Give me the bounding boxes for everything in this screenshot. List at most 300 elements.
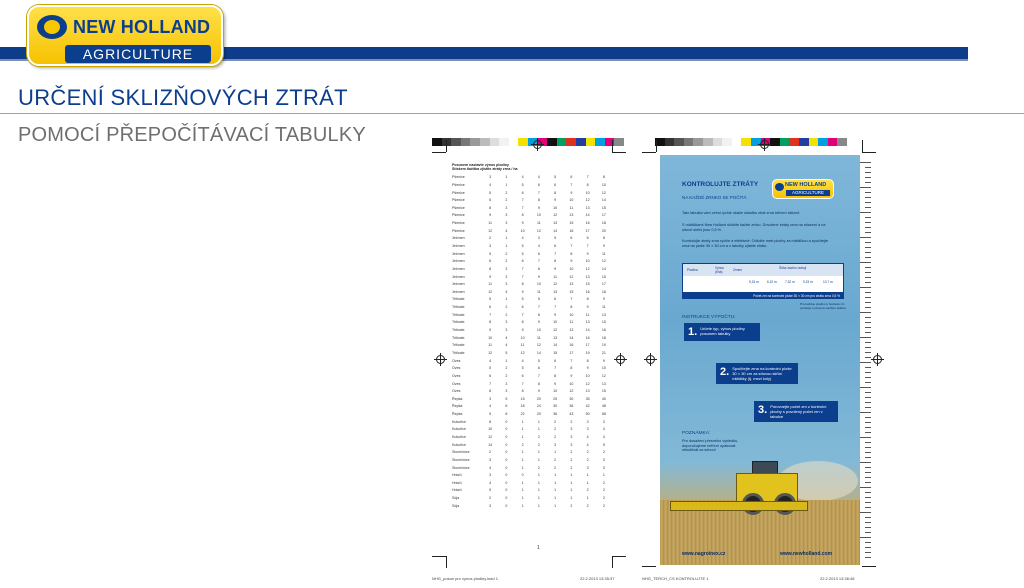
value-cell: 1 [521,496,524,501]
value-cell: 4 [586,435,589,439]
value-cell: 6 [521,305,524,310]
crop-mark [446,556,447,568]
ruler-tick [865,542,871,543]
value-cell: 7 [570,182,573,187]
value-cell: 10 [569,198,574,203]
ruler-tick [865,202,871,203]
crop-name-cell: Ječmen [452,266,465,271]
value-cell: 3 [602,465,605,470]
value-cell: 10 [520,335,525,340]
ruler-tick [865,377,871,378]
value-cell: 3 [505,381,508,386]
value-cell: 18 [601,289,606,294]
ruler-tick [865,172,871,173]
value-cell: 5 [521,182,524,187]
value-cell: 9 [586,366,589,371]
value-cell: 6 [586,236,589,241]
value-cell: 9 [537,320,540,325]
value-cell: 10 [553,320,558,325]
value-cell: 8 [489,266,492,271]
value-cell: 2 [521,442,524,447]
ruler-tick [865,522,871,523]
value-cell: 12 [553,328,558,333]
value-cell: 2 [586,457,589,462]
value-cell: 2 [505,198,508,203]
value-cell: 3 [602,457,605,462]
instruction-step-1 [684,323,760,341]
color-swatch [674,138,684,146]
value-cell: 16 [569,228,574,233]
color-swatch [809,138,819,146]
value-cell: 1 [570,488,573,493]
value-cell: 6 [537,251,540,256]
table-row [452,250,612,258]
value-cell: 1 [602,473,605,478]
value-cell: 12 [536,343,541,348]
value-cell: 10 [585,373,590,378]
value-cell: 5 [505,396,508,401]
value-cell: 19 [601,343,606,348]
value-cell: 14 [488,442,493,447]
ruler-tick [865,272,871,273]
th-width-1: 5,15 m [749,280,759,284]
value-cell: 1 [521,427,524,432]
color-swatch [713,138,723,146]
table-row [452,471,612,479]
crop-name-cell: Oves [452,381,461,386]
ruler-tick [865,402,871,403]
ruler-tick [865,472,871,473]
value-cell: 24 [536,404,541,409]
crop-mark [656,140,657,152]
value-cell: 2 [602,496,605,501]
ruler-tick [865,372,871,373]
value-cell: 9 [489,274,492,279]
color-swatch [665,138,675,146]
value-cell: 10 [601,366,606,371]
crop-mark [446,140,447,152]
crop-name-cell: Sója [452,496,460,501]
value-cell: 11 [537,335,541,340]
value-cell: 16 [601,328,606,333]
value-cell: 10 [536,328,541,333]
value-cell: 1 [570,496,573,501]
color-swatch [518,138,528,146]
value-cell: 8 [570,366,573,371]
value-cell: 43 [569,412,574,417]
ruler-tick [865,417,871,418]
value-cell: 36 [553,412,558,417]
ruler-tick [860,362,871,363]
right-slug-date: 22.2.2013 13:36:48 [820,576,855,581]
color-swatch [799,138,809,146]
color-swatch [828,138,838,146]
value-cell: 4 [489,480,492,485]
value-cell: 12 [569,389,574,394]
value-cell: 2 [554,457,557,462]
value-cell: 3 [489,473,492,478]
combine-header [670,501,808,511]
value-cell: 8 [489,205,492,210]
value-cell: 6 [521,190,524,195]
th-width-5: 10,7 m [823,280,833,284]
step-number: 2. [720,366,730,378]
ruler-tick [865,322,871,323]
value-cell: 3 [505,282,508,287]
value-cell: 20 [601,228,606,233]
table-row [452,227,612,235]
value-cell: 1 [521,503,524,508]
value-cell: 0 [521,473,524,478]
value-cell: 8 [489,419,492,424]
ruler-tick [865,302,871,303]
value-cell: 9 [570,190,573,195]
ruler-tick [860,462,871,463]
value-cell: 5 [537,297,540,302]
crop-name-cell: Ječmen [452,251,465,256]
value-cell: 3 [489,243,492,248]
ruler-tick [865,277,871,278]
crop-name-cell: Řepka [452,412,463,417]
crop-name-cell: Oves [452,366,461,371]
table-row [452,212,612,220]
value-cell: 2 [505,190,508,195]
crop-name-cell: Pšenice [452,221,465,226]
table-row [452,280,612,288]
value-cell: 8 [570,305,573,310]
value-cell: 10 [553,389,558,394]
value-cell: 1 [505,182,508,187]
left-color-bar [432,138,624,146]
ruler-tick [865,392,871,393]
value-cell: 8 [537,312,540,317]
left-slug-date: 22.2.2013 13:35:37 [580,576,615,581]
value-cell: 12 [585,381,590,386]
value-cell: 7 [537,373,540,378]
ruler-tick [865,442,871,443]
value-cell: 22 [520,412,525,417]
value-cell: 7 [554,366,557,371]
value-cell: 5 [554,175,557,180]
value-cell: 8 [586,358,589,363]
ruler-tick [865,292,871,293]
crop-mark [612,556,626,557]
registration-mark-icon [760,140,769,149]
table-heading-2: Stiskem tlačítka zjistíte ztráty zrna / ha [452,167,518,172]
value-cell: 8 [521,213,524,218]
crop-name-cell: Kukuřice [452,442,466,447]
value-cell: 6 [570,236,573,241]
step-number: 3. [758,404,768,416]
table-row [452,311,612,319]
ruler-tick [860,262,871,263]
value-cell: 18 [601,221,606,226]
value-cell: 12 [569,274,574,279]
ruler-tick [860,437,871,438]
crop-mark [862,140,863,152]
value-cell: 5 [554,236,557,241]
leaf-logo-icon [775,183,784,191]
value-cell: 0 [505,435,508,439]
color-swatch [490,138,500,146]
value-cell: 1 [537,503,540,508]
slide-subtitle: POMOCÍ PŘEPOČÍTÁVACÍ TABULKY [18,124,366,146]
value-cell: 1 [537,496,540,501]
value-cell: 2 [570,457,573,462]
crop-name-cell: Hrách [452,473,462,478]
value-cell: 3 [505,221,508,226]
value-cell: 11 [602,251,606,256]
value-cell: 8 [537,198,540,203]
value-cell: 8 [489,389,492,394]
value-cell: 9 [586,305,589,310]
ruler-tick [865,547,871,548]
value-cell: 14 [601,266,606,271]
value-cell: 1 [505,243,508,248]
table-row [452,326,612,334]
registration-mark-icon [533,140,542,149]
color-swatch [693,138,703,146]
table-row [452,342,612,350]
value-cell: 2 [570,465,573,470]
value-cell: 10 [520,228,525,233]
value-cell: 3 [586,465,589,470]
value-cell: 2 [554,465,557,470]
table-row [452,189,612,197]
value-cell: 0 [505,442,508,447]
crop-name-cell: Pšenice [452,190,465,195]
ruler-tick [865,427,871,428]
value-cell: 13 [585,320,590,325]
value-cell: 1 [586,496,589,501]
value-cell: 1 [521,435,524,439]
value-cell: 6 [554,297,557,302]
table-row [452,296,612,304]
th-crop: Plodina [687,268,698,272]
value-cell: 2 [602,488,605,493]
ruler-tick [865,347,871,348]
value-cell: 7 [521,198,524,203]
value-cell: 0 [505,419,508,424]
color-swatch [461,138,471,146]
ruler-tick [865,557,871,558]
leaflet-table-header [683,264,843,276]
value-cell: 8 [554,190,557,195]
crop-name-cell: Triticale [452,343,465,348]
crop-mark [642,566,656,567]
value-cell: 6 [554,182,557,187]
value-cell: 7 [537,305,540,310]
value-cell: 1 [554,473,557,478]
step-text: Určete typ, výnos plodiny posunem tabulky [700,326,745,336]
table-row [452,303,612,311]
value-cell: 9 [489,328,492,333]
measuring-ruler [860,162,871,558]
value-cell: 12 [601,373,606,378]
value-cell: 3 [489,457,492,462]
th-width-2: 6,10 m [767,280,777,284]
value-cell: 5 [489,251,492,256]
value-cell: 7 [570,243,573,248]
crop-name-cell: Pšenice [452,182,465,187]
value-cell: 13 [601,381,606,386]
value-cell: 11 [585,312,590,317]
value-cell: 8 [489,320,492,325]
value-cell: 7 [489,381,492,386]
ruler-tick [865,422,871,423]
ruler-tick [860,287,871,288]
value-cell: 17 [585,343,590,348]
value-cell: 10 [585,259,590,264]
slide-title: URČENÍ SKLIZŇOVÝCH ZTRÁT [18,85,348,110]
instruction-step-3 [754,401,838,422]
value-cell: 8 [586,297,589,302]
color-swatch [576,138,586,146]
crop-name-cell: Slunečnice [452,465,470,470]
value-cell: 8 [570,251,573,256]
value-cell: 4 [505,228,508,233]
remark-title: POZNÁMKA: [682,431,711,436]
color-swatch [595,138,605,146]
ruler-tick [865,502,871,503]
registration-mark-icon [646,355,655,364]
table-row [452,181,612,189]
ruler-tick [865,227,871,228]
value-cell: 0 [505,450,508,455]
value-cell: 21 [601,350,606,355]
logo-division: AGRICULTURE [65,45,211,63]
value-cell: 11 [553,274,557,279]
crop-name-cell: Triticale [452,350,465,355]
value-cell: 42 [585,404,590,409]
value-cell: 7 [537,190,540,195]
value-cell: 1 [505,297,508,302]
ruler-tick [865,342,871,343]
value-cell: 2 [586,450,589,455]
ruler-tick [865,407,871,408]
step-number: 1. [688,326,698,338]
ruler-tick [865,317,871,318]
crop-name-cell: Slunečnice [452,450,470,455]
value-cell: 7 [586,175,589,180]
instruction-step-2 [716,363,798,384]
crop-name-cell: Pšenice [452,228,465,233]
crop-name-cell: Triticale [452,320,465,325]
value-cell: 0 [505,488,508,493]
ruler-tick [860,212,871,213]
value-cell: 15 [601,205,606,210]
leaflet-logo-brand: NEW HOLLAND [785,182,827,188]
value-cell: 11 [520,343,525,348]
table-row [452,395,612,403]
crop-mark [862,152,876,153]
th-grain: Zrnení [733,268,743,272]
value-cell: 2 [505,259,508,264]
value-cell: 2 [505,305,508,310]
color-swatch [770,138,780,146]
step-text: Porovnejte počet zrn z kontrolní plochy s povolený počet zrn v tabulce [770,404,827,419]
crop-name-cell: Triticale [452,312,465,317]
ruler-tick [865,242,871,243]
value-cell: 1 [586,480,589,485]
ruler-tick [865,282,871,283]
value-cell: 12 [488,289,493,294]
value-cell: 8 [537,381,540,386]
value-cell: 8 [537,266,540,271]
value-cell: 4 [602,427,605,432]
table-row [452,288,612,296]
value-cell: 13 [553,221,558,226]
ruler-tick [865,252,871,253]
value-cell: 1 [521,457,524,462]
value-cell: 12 [536,228,541,233]
value-cell: 9 [554,198,557,203]
value-cell: 14 [601,198,606,203]
value-cell: 2 [586,488,589,493]
value-cell: 2 [505,251,508,256]
value-cell: 8 [602,175,605,180]
value-cell: 15 [520,396,525,401]
ruler-tick [865,467,871,468]
value-cell: 15 [601,389,606,394]
value-cell: 1 [537,480,540,485]
value-cell: 2 [602,503,605,508]
value-cell: 20 [536,396,541,401]
crop-mark [612,140,613,152]
value-cell: 0 [505,480,508,485]
crop-name-cell: Ječmen [452,289,465,294]
value-cell: 12 [585,266,590,271]
value-cell: 4 [505,335,508,340]
value-cell: 3 [505,328,508,333]
table-row [452,364,612,372]
ruler-tick [865,327,871,328]
value-cell: 5 [521,297,524,302]
value-cell: 7 [521,312,524,317]
value-cell: 11 [488,221,492,226]
value-cell: 2 [586,503,589,508]
value-cell: 1 [505,236,508,241]
value-cell: 3 [505,213,508,218]
value-cell: 6 [489,373,492,378]
value-cell: 9 [586,251,589,256]
value-cell: 16 [585,221,590,226]
value-cell: 9 [570,259,573,264]
crop-mark [612,152,626,153]
color-swatch [470,138,480,146]
value-cell: 2 [537,442,540,447]
value-cell: 1 [537,427,540,432]
ruler-tick [860,187,871,188]
crop-name-cell: Kukuřice [452,435,466,439]
value-cell: 9 [537,274,540,279]
value-cell: 35 [585,396,590,401]
value-cell: 13 [553,335,558,340]
crop-name-cell: Triticale [452,328,465,333]
value-cell: 8 [602,236,605,241]
value-cell: 9 [602,358,605,363]
ruler-tick [860,412,871,413]
value-cell: 5 [489,190,492,195]
color-swatch [451,138,461,146]
crop-name-cell: Oves [452,373,461,378]
ruler-tick [860,512,871,513]
value-cell: 4 [521,175,524,180]
value-cell: 7 [521,205,524,210]
value-cell: 5 [521,251,524,256]
color-swatch [566,138,576,146]
value-cell: 1 [586,473,589,478]
